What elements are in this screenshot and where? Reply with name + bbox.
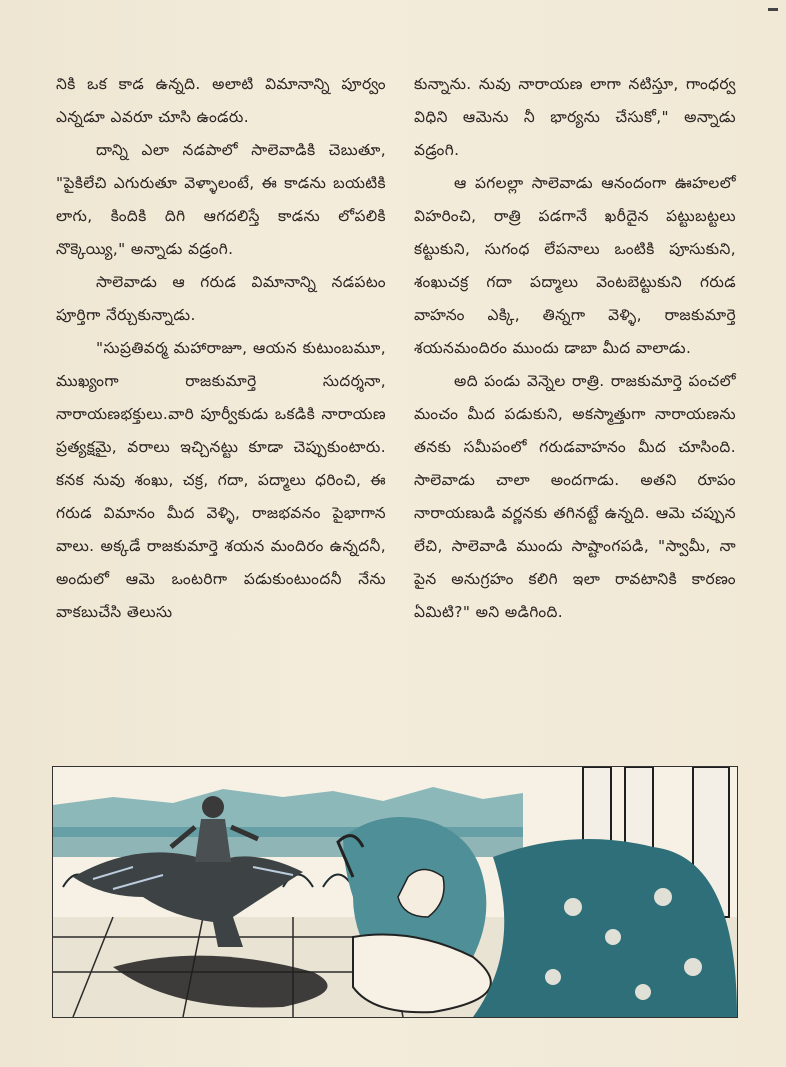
paragraph: కున్నాను. నువు నారాయణ లాగా నటిస్తూ, గాంధర్వ విధిని ఆమెను నీ భార్యను చేసుకో," అన్నాడు వడ్రంగి. [414,75,736,159]
paragraph: నికి ఒక కాడ ఉన్నది. అలాటి విమానాన్ని పూర్వం ఎన్నడూ ఎవరూ చూసి ఉండరు. [56,75,386,126]
right-text-column [414,68,736,629]
paragraph: ఆ పగలల్లా సాలెవాడు ఆనందంగా ఊహలలో విహరించి, రాత్రి పడగానే ఖరీదైన పట్టుబట్టలు కట్టుకుని, సుగంధ లేపనాలు ఒంటికి పూసుకుని, శంఖుచక్ర గదా పద్మాలు వెంటబెట్టుకుని గరుడ వాహనం ఎక్కి, తిన్నగా వెళ్ళి, రాజకుమార్తె శయనమందిరం ముందు డాబా మీద వాలాడు. [414,174,736,357]
paragraph: సాలెవాడు ఆ గరుడ విమానాన్ని నడపటం పూర్తిగా నేర్చుకున్నాడు. [56,273,386,324]
story-illustration [52,766,738,1018]
paragraph: దాన్ని ఎలా నడపాలో సాలెవాడికి చెబుతూ, "పైకిలేచి ఎగురుతూ వెళ్ళాలంటే, ఈ కాడను బయటికి లాగు, కిందికి దిగి ఆగదలిస్తే కాడను లోపలికి నొక్కెయ్యి," అన్నాడు వడ్రంగి. [56,141,386,258]
page-corner-mark [768,8,778,11]
paragraph: అది పండు వెన్నెల రాత్రి. రాజకుమార్తె పంచలో మంచం మీద పడుకుని, అకస్మాత్తుగా నారాయణను తనకు సమీపంలో గరుడవాహనం మీద చూసింది. సాలెవాడు చాలా అందగాడు. అతని రూపం నారాయణుడి వర్ణనకు తగినట్టే ఉన్నది. ఆమె చప్పున లేచి, సాలెవాడి ముందు సాష్టాంగపడి, "స్వామీ, నా పైన అనుగ్రహం కలిగి ఇలా రావటానికి కారణం ఏమిటి?" అని అడిగింది. [414,372,736,621]
paragraph: "సుప్రతివర్మ మహారాజూ, ఆయన కుటుంబమూ, ముఖ్యంగా రాజకుమార్తె సుదర్శనా, నారాయణభక్తులు.వారి పూర్వీకుడు ఒకడికి నారాయణ ప్రత్యక్షమై, వరాలు ఇచ్చినట్టు కూడా చెప్పుకుంటారు. కనక నువు శంఖు, చక్ర, గదా, పద్మాలు ధరించి, ఈ గరుడ విమానం మీద వెళ్ళి, రాజభవనం పైభాగాన వాలు. అక్కడే రాజకుమార్తె శయన మందిరం ఉన్నదనీ, అందులో ఆమె ఒంటరిగా పడుకుంటుందనీ నేను వాకబుచేసి తెలుసు [56,339,386,621]
left-text-column [56,68,386,629]
illustration-drawing [53,767,737,1017]
